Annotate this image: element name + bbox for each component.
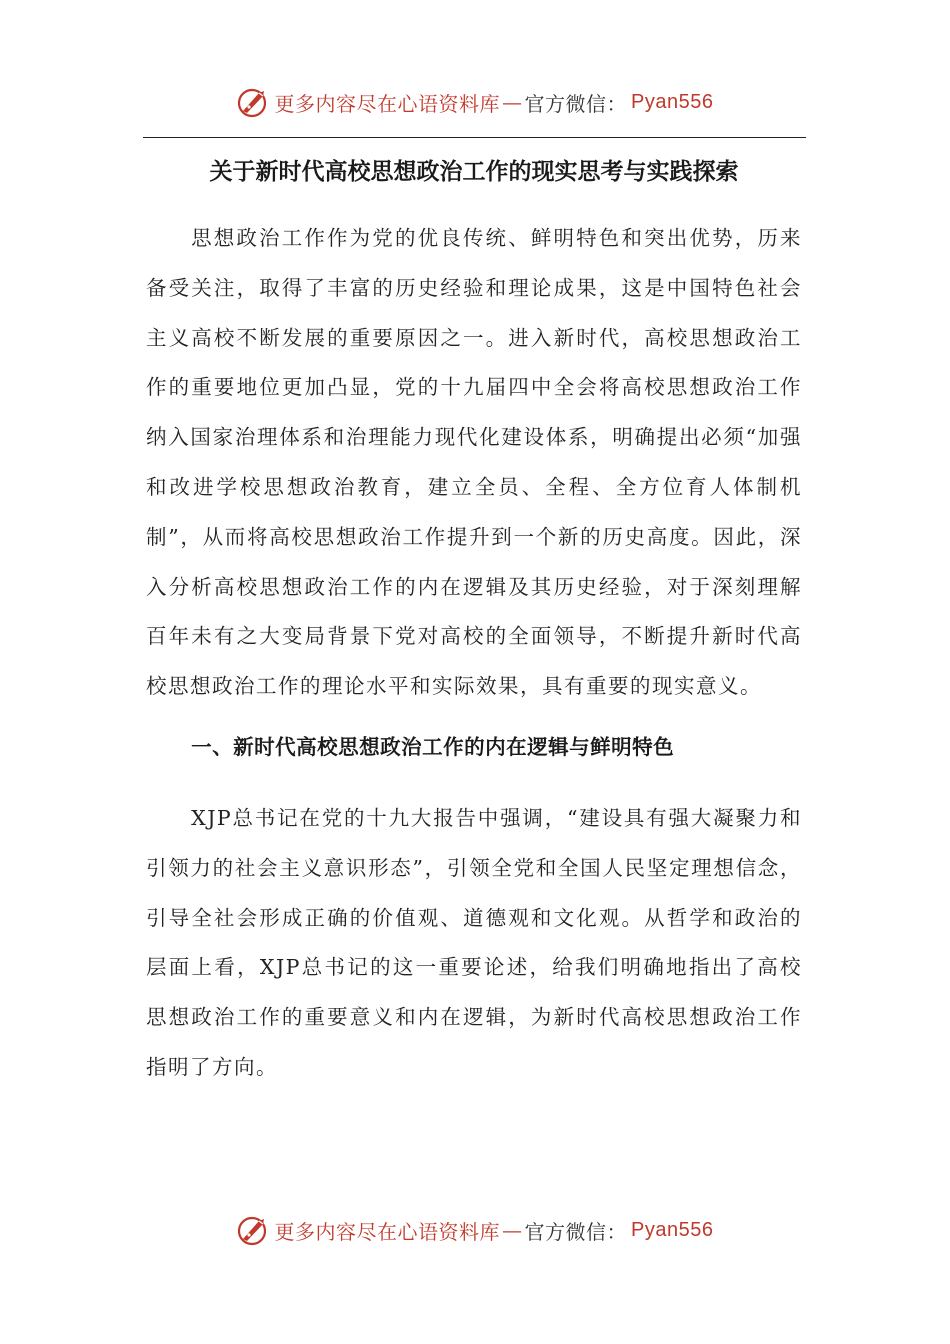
header-divider bbox=[143, 137, 806, 138]
pen-nib-logo-icon bbox=[237, 85, 271, 119]
banner-separator: — bbox=[502, 90, 523, 114]
banner-wechat-handle: Pyan556 bbox=[631, 90, 714, 113]
document-title: 关于新时代高校思想政治工作的现实思考与实践探索 bbox=[209, 158, 739, 185]
banner-site-name: 更多内容尽在心语资料库 bbox=[274, 1219, 501, 1244]
banner-label: 官方微信： bbox=[524, 1219, 628, 1244]
footer-banner bbox=[0, 1210, 950, 1250]
intro-paragraph: 思想政治工作作为党的优良传统、鲜明特色和突出优势，历来备受关注，取得了丰富的历史经验和理论成果，这是中国特色社会主义高校不断发展的重要原因之一。进入新时代，高校思想政治工作的重要地位更加凸显，党的十九届四中全会将高校思想政治工作纳入国家治理体系和治理能力现代化建设体系，明确提出必须“加强和改进学校思想政治教育，建立全员、全程、全方位育人体制机制”，从而将高校思想政治工作提升到一个新的历史高度。因此，深入分析高校思想政治工作的内在逻辑及其历史经验，对于深刻理解百年未有之大变局背景下党对高校的全面领导，不断提升新时代高校思想政治工作的理论水平和实际效果，具有重要的现实意义。 bbox=[146, 226, 802, 699]
banner-label: 官方微信： bbox=[524, 91, 628, 116]
section-1-paragraph: XJP总书记在党的十九大报告中强调，“建设具有强大凝聚力和引领力的社会主义意识形态”，引领全党和全国人民坚定理想信念，引导全社会形成正确的价值观、道德观和文化观。从哲学和政治的层面上看，XJP总书记的这一重要论述，给我们明确地指出了高校思想政治工作的重要意义和内在逻辑，为新时代高校思想政治工作指明了方向。 bbox=[146, 805, 802, 1079]
banner-separator: — bbox=[502, 1218, 523, 1242]
header-banner bbox=[0, 82, 950, 122]
pen-nib-logo-icon bbox=[237, 1213, 271, 1247]
section-1-heading: 一、新时代高校思想政治工作的内在逻辑与鲜明特色 bbox=[191, 734, 675, 759]
document-body bbox=[146, 150, 802, 1093]
banner-wechat-handle: Pyan556 bbox=[631, 1218, 714, 1241]
banner-site-name: 更多内容尽在心语资料库 bbox=[274, 91, 501, 116]
